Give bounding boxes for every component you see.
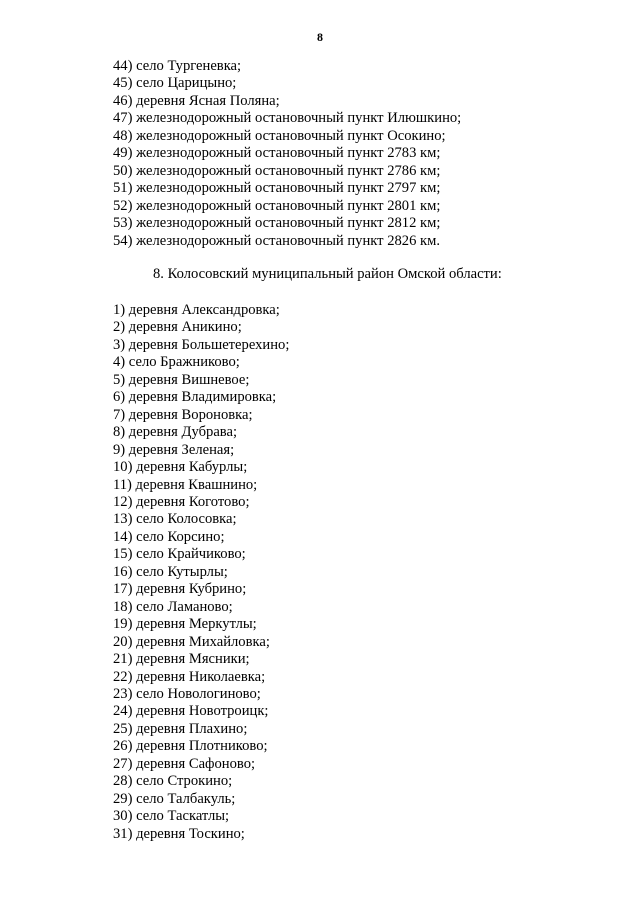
list-item: 11) деревня Квашнино; — [113, 476, 258, 493]
list-item: 14) село Корсино; — [113, 528, 225, 545]
list-item: 6) деревня Владимировка; — [113, 389, 277, 406]
list-item: 23) село Новологиново; — [113, 685, 261, 702]
list-item: 15) село Крайчиково; — [113, 546, 246, 563]
list-item: 53) железнодорожный остановочный пункт 2812 км; — [113, 215, 441, 232]
list-item: 54) железнодорожный остановочный пункт 2826 км. — [113, 232, 441, 249]
list-item: 22) деревня Николаевка; — [113, 668, 266, 685]
page-number: 8 — [317, 30, 323, 44]
list-item: 44) село Тургеневка; — [113, 58, 242, 74]
list-item: 7) деревня Вороновка; — [113, 406, 253, 423]
list-item: 50) железнодорожный остановочный пункт 2786 км; — [113, 162, 441, 179]
list-item: 17) деревня Кубрино; — [113, 581, 247, 598]
list-item: 49) железнодорожный остановочный пункт 2783 км; — [113, 145, 441, 162]
list-item: 27) деревня Сафоново; — [113, 755, 256, 772]
list-item: 48) железнодорожный остановочный пункт Осокино; — [113, 127, 446, 144]
list-item: 47) железнодорожный остановочный пункт Илюшкино; — [113, 110, 462, 127]
list-item: 13) село Колосовка; — [113, 511, 237, 528]
list-item: 31) деревня Тоскино; — [113, 825, 245, 842]
list-item: 10) деревня Кабурлы; — [113, 459, 248, 476]
list-item: 4) село Бражниково; — [113, 354, 240, 371]
section-heading: 8. Колосовский муниципальный район Омской области: — [153, 266, 502, 282]
list-item: 2) деревня Аникино; — [113, 319, 242, 336]
list-item: 8) деревня Дубрава; — [113, 424, 238, 441]
list-item: 20) деревня Михайловка; — [113, 633, 270, 650]
list-item: 51) железнодорожный остановочный пункт 2797 км; — [113, 180, 441, 197]
list-item: 1) деревня Александровка; — [113, 302, 280, 318]
settlement-list-kolosovsky — [113, 302, 289, 843]
list-item: 30) село Таскатлы; — [113, 808, 230, 825]
list-item: 26) деревня Плотниково; — [113, 738, 268, 755]
list-item: 24) деревня Новотроицк; — [113, 703, 269, 720]
list-item: 25) деревня Плахино; — [113, 720, 248, 737]
list-item: 46) деревня Ясная Поляна; — [113, 92, 280, 109]
list-item: 5) деревня Вишневое; — [113, 371, 250, 388]
list-item: 12) деревня Коготово; — [113, 493, 250, 510]
list-item: 3) деревня Большетерехино; — [113, 336, 290, 353]
list-item: 45) село Царицыно; — [113, 75, 237, 92]
settlement-list-previous-section — [113, 58, 461, 250]
list-item: 52) железнодорожный остановочный пункт 2801 км; — [113, 197, 441, 214]
list-item: 19) деревня Меркутлы; — [113, 616, 257, 633]
list-item: 21) деревня Мясники; — [113, 651, 250, 668]
list-item: 18) село Ламаново; — [113, 598, 233, 615]
list-item: 28) село Строкино; — [113, 773, 233, 790]
list-item: 16) село Кутырлы; — [113, 563, 228, 580]
list-item: 29) село Талбакуль; — [113, 790, 236, 807]
list-item: 9) деревня Зеленая; — [113, 441, 235, 458]
